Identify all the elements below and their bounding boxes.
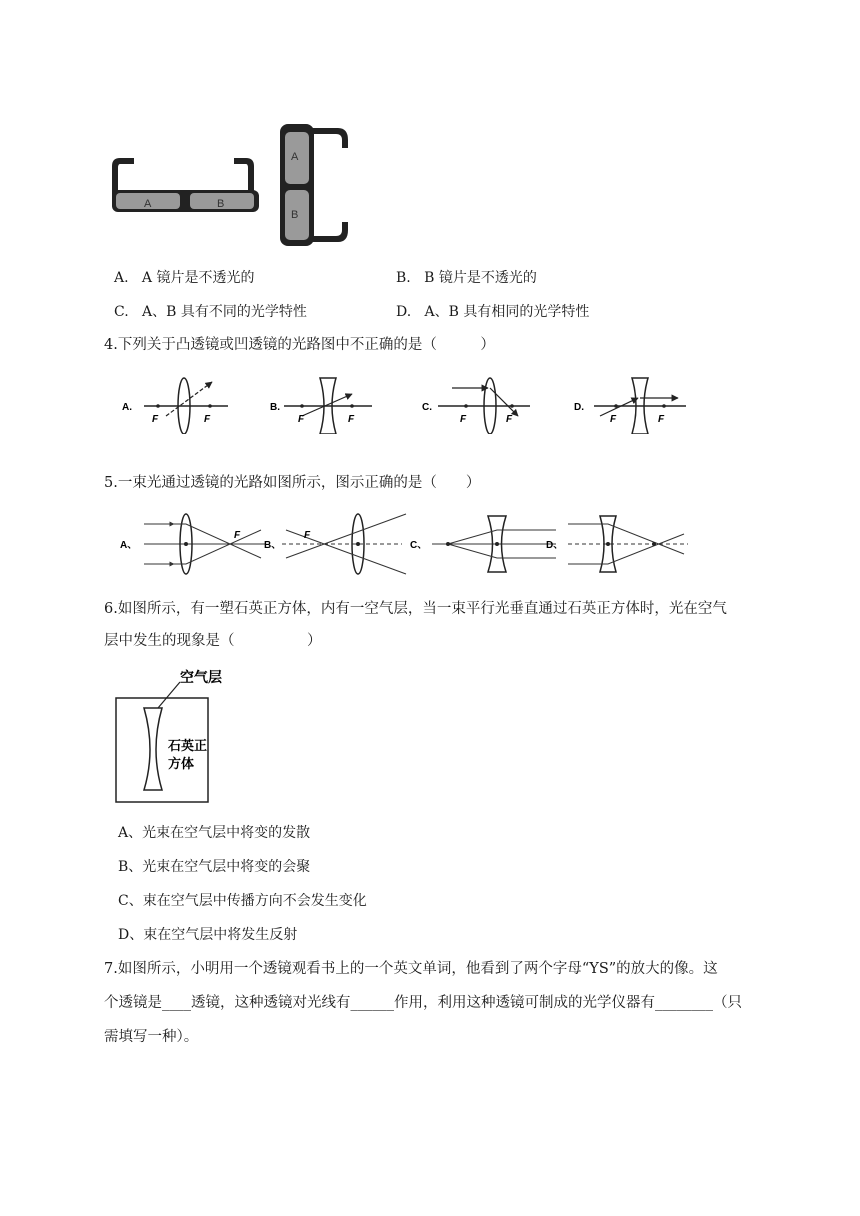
q5-diagram-letter: A、 xyxy=(120,540,138,551)
option-text: B 镜片是不透光的 xyxy=(424,270,537,286)
q4-focal-left: F xyxy=(152,414,159,425)
q6-option-c: C、束在空气层中传播方向不会发生变化 xyxy=(118,893,367,909)
glasses-front-view xyxy=(112,158,259,212)
q4-focal-right: F xyxy=(506,414,513,425)
glasses-figure xyxy=(104,118,364,250)
quartz-label-line1: 石英正 xyxy=(168,738,208,753)
q4-focal-left: F xyxy=(610,414,617,425)
q4-diagrams xyxy=(116,372,696,434)
q7-line1: 7.如图所示，小明用一个透镜观看书上的一个英文单词，他看到了两个字母“YS”的放大的像。这 xyxy=(104,961,718,977)
quartz-cube-figure xyxy=(112,664,222,806)
q3-option-c xyxy=(114,302,307,322)
q6-option-d: D、束在空气层中将发生反射 xyxy=(118,927,298,943)
q4-diagram-b xyxy=(270,378,372,434)
q4-focal-right: F xyxy=(204,414,211,425)
q7-line2: 个透镜是____透镜，这种透镜对光线有______作用，利用这种透镜可制成的光学仪器有________（只 xyxy=(104,995,742,1011)
q4-diagram-d xyxy=(574,378,686,434)
option-key: A. xyxy=(114,270,129,286)
q5-focal: F xyxy=(304,530,311,541)
option-key: C. xyxy=(114,304,129,320)
q4-focal-left: F xyxy=(460,414,467,425)
option-text: A、B 具有不同的光学特性 xyxy=(142,304,307,320)
q5-diagram-letter: B、 xyxy=(264,540,282,551)
q7-line3: 需填写一种）。 xyxy=(104,1029,199,1045)
q4-diagram-letter: B. xyxy=(270,402,280,413)
quartz-label-line2: 方体 xyxy=(168,756,195,771)
q6-stem-line2: 层中发生的现象是（ ） xyxy=(104,633,322,649)
q5-stem: 5.一束光通过透镜的光路如图所示，图示正确的是（ ） xyxy=(104,475,481,491)
option-text: A、B 具有相同的光学特性 xyxy=(424,304,590,320)
q3-option-b xyxy=(396,268,537,288)
q4-diagram-letter: D. xyxy=(574,402,584,413)
glasses-side-label-b: B xyxy=(291,209,299,221)
q5-diagram-letter: C、 xyxy=(410,540,428,551)
q4-focal-right: F xyxy=(348,414,355,425)
q5-diagrams xyxy=(116,510,696,578)
glasses-front-label-a: A xyxy=(144,198,152,210)
option-key: D. xyxy=(396,304,412,320)
q5-diagram-d xyxy=(546,516,688,572)
q5-diagram-c xyxy=(410,516,556,572)
glasses-side-view xyxy=(280,124,348,246)
q6-option-b: B、光束在空气层中将变的会聚 xyxy=(118,859,311,875)
q5-focal: F xyxy=(234,530,241,541)
q4-diagram-letter: A. xyxy=(122,402,132,413)
glasses-front-label-b: B xyxy=(217,198,225,210)
q6-stem-line1: 6.如图所示，有一塑石英正方体，内有一空气层，当一束平行光垂直通过石英正方体时，光在空气 xyxy=(104,601,727,617)
q4-stem: 4.下列关于凸透镜或凹透镜的光路图中不正确的是（ ） xyxy=(104,337,495,353)
q5-diagram-letter: D、 xyxy=(546,540,564,551)
q5-diagram-a xyxy=(120,514,266,574)
q4-focal-left: F xyxy=(298,414,305,425)
q4-focal-right: F xyxy=(658,414,665,425)
q4-diagram-c xyxy=(422,378,530,434)
q5-diagram-b xyxy=(264,514,406,574)
option-key: B. xyxy=(396,270,411,286)
glasses-side-label-a: A xyxy=(291,151,299,163)
air-layer-label: 空气层 xyxy=(180,669,222,685)
q3-option-d xyxy=(396,302,589,322)
q6-option-a: A、光束在空气层中将变的发散 xyxy=(118,825,311,841)
option-text: A 镜片是不透光的 xyxy=(141,270,255,286)
q4-diagram-a xyxy=(122,378,228,434)
q3-option-a xyxy=(114,268,254,288)
q4-diagram-letter: C. xyxy=(422,402,432,413)
